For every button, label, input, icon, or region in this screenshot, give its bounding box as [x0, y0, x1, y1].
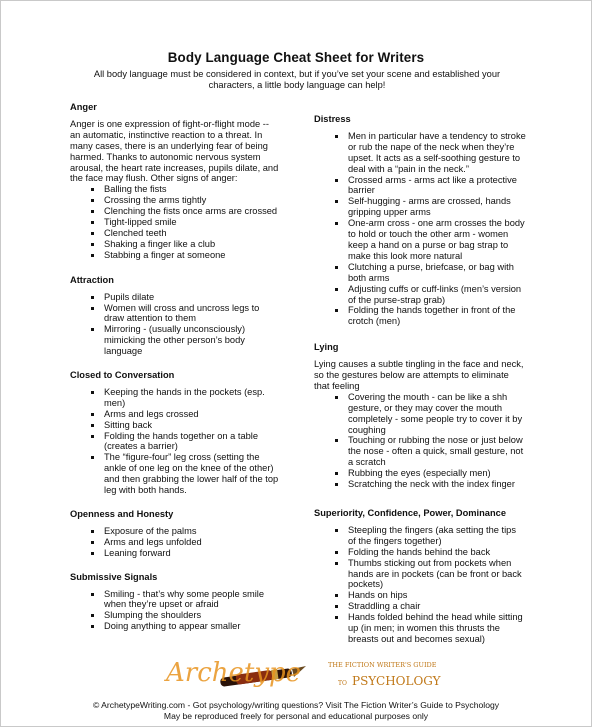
- bullet-list: [70, 184, 280, 260]
- list-item: Men in particular have a tendency to stroke or rub the nape of the neck when they’re upset. It acts as a self-soothing gesture to deal with a “pain in the neck.”: [314, 131, 526, 175]
- footer-line-1: © ArchetypeWriting.com - Got psychology/writing questions? Visit The Fiction Writer’s Guide to Psychology: [92, 700, 500, 710]
- list-item: Sitting back: [70, 420, 280, 431]
- list-item: Shaking a finger like a club: [70, 239, 280, 250]
- section-paragraph: Lying causes a subtle tingling in the face and neck, so the gestures below are attempts to eliminate that feeling: [314, 359, 524, 391]
- list-item: Mirroring - (usually unconsciously) mimicking the other person’s body language: [70, 324, 280, 357]
- list-item: Straddling a chair: [314, 601, 526, 612]
- list-item: Clenching the fists once arms are crossed: [70, 206, 280, 217]
- list-item: Exposure of the palms: [70, 526, 280, 537]
- section-paragraph: Anger is one expression of fight-or-flight mode -- an automatic, instinctive reaction to a threat. In many cases, there is an underlying fear of being harmed. Thanks to autonomic nervous system arousal, the heart rate increases, pupils dilate, and the face may flush. Other signs of anger:: [70, 118, 279, 184]
- section-anger: [70, 102, 280, 261]
- section-distress: [314, 114, 526, 327]
- list-item: Women will cross and uncross legs to draw attention to them: [70, 303, 280, 325]
- list-item: Slumping the shoulders: [70, 610, 280, 621]
- section-lying: [314, 342, 526, 490]
- list-item: Touching or rubbing the nose or just below the nose - often a quick, small gesture, not a scratch: [314, 435, 526, 468]
- list-item: Hands on hips: [314, 590, 526, 601]
- section-heading: Lying: [314, 342, 339, 353]
- footer: [0, 700, 592, 721]
- list-item: Crossed arms - arms act like a protective barrier: [314, 175, 526, 197]
- section-heading: Superiority, Confidence, Power, Dominance: [314, 508, 507, 518]
- list-item: Covering the mouth - can be like a shh gesture, or they may cover the mouth completely - some people try to cover it by coughing: [314, 392, 526, 436]
- list-item: Hands folded behind the head while sitting up (in men; in women this thrusts the breasts out and becomes sexual): [314, 612, 526, 645]
- archetype-logo: [160, 653, 460, 699]
- list-item: The “figure-four” leg cross (setting the ankle of one leg on the knee of the other) and then grabbing the lower half of the top leg with both hands.: [70, 452, 280, 496]
- list-item: Pupils dilate: [70, 292, 280, 303]
- section-superiority-confidence-power-dominance: [314, 508, 526, 645]
- section-heading: Submissive Signals: [70, 571, 158, 582]
- bullet-list: [70, 387, 280, 496]
- left-column: [70, 102, 280, 632]
- list-item: Keeping the hands in the pockets (esp. men): [70, 387, 280, 409]
- section-closed-to-conversation: [70, 370, 280, 496]
- list-item: Folding the hands together on a table (creates a barrier): [70, 431, 280, 453]
- section-heading: Anger: [70, 102, 97, 112]
- section-heading: Closed to Conversation: [70, 370, 175, 381]
- list-item: Balling the fists: [70, 184, 280, 195]
- section-attraction: [70, 275, 280, 357]
- logo-wordmark: Archetype: [166, 658, 302, 688]
- list-item: Self-hugging - arms are crossed, hands gripping upper arms: [314, 196, 526, 218]
- list-item: Arms and legs unfolded: [70, 537, 280, 548]
- logo-tagline-prefix: TO: [338, 680, 347, 687]
- section-heading: Attraction: [70, 274, 114, 285]
- list-item: Folding the hands behind the back: [314, 547, 526, 558]
- list-item: Scratching the neck with the index finger: [314, 479, 526, 490]
- list-item: Tight-lipped smile: [70, 217, 280, 228]
- list-item: Doing anything to appear smaller: [70, 621, 280, 632]
- list-item: Leaning forward: [70, 548, 280, 559]
- list-item: Clenched teeth: [70, 228, 280, 239]
- list-item: Thumbs sticking out from pockets when hands are in pockets (can be front or back pockets): [314, 558, 526, 591]
- logo-tagline-1: THE FICTION WRITER'S GUIDE: [328, 661, 437, 669]
- list-item: Rubbing the eyes (especially men): [314, 468, 526, 479]
- list-item: Adjusting cuffs or cuff-links (men’s version of the purse-strap grab): [314, 284, 526, 306]
- bullet-list: [70, 589, 280, 633]
- right-column: [314, 114, 526, 645]
- bullet-list: [314, 392, 526, 490]
- list-item: Crossing the arms tightly: [70, 195, 280, 206]
- section-openness-and-honesty: [70, 509, 280, 559]
- bullet-list: [314, 131, 526, 327]
- bullet-list: [70, 292, 280, 357]
- footer-line-2: May be reproduced freely for personal and educational purposes only: [163, 710, 429, 721]
- page-title: Body Language Cheat Sheet for Writers: [167, 50, 425, 65]
- section-heading: Openness and Honesty: [70, 509, 174, 519]
- list-item: Clutching a purse, briefcase, or bag with both arms: [314, 262, 526, 284]
- bullet-list: [70, 526, 280, 559]
- logo-tagline-2: PSYCHOLOGY: [352, 674, 441, 688]
- list-item: Stabbing a finger at someone: [70, 250, 280, 261]
- section-heading: Distress: [314, 114, 351, 124]
- list-item: Steepling the fingers (aka setting the tips of the fingers together): [314, 525, 526, 547]
- list-item: Arms and legs crossed: [70, 409, 280, 420]
- intro-text: All body language must be considered in context, but if you’ve set your scene and established your characters, a little body language can help!: [93, 69, 501, 91]
- list-item: One-arm cross - one arm crosses the body to hold or touch the other arm - women keep a hand on a purse or bag strap to make this look more natural: [314, 218, 526, 262]
- section-submissive-signals: [70, 572, 280, 633]
- bullet-list: [314, 525, 526, 645]
- list-item: Folding the hands together in front of the crotch (men): [314, 305, 526, 327]
- list-item: Smiling - that’s why some people smile when they’re upset or afraid: [70, 589, 280, 611]
